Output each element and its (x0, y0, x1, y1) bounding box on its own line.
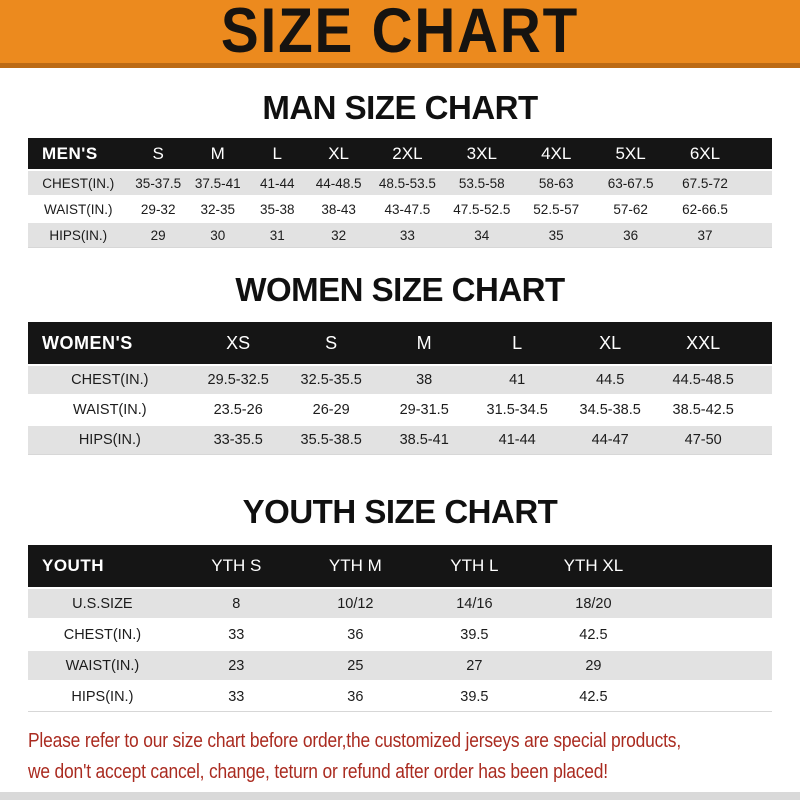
women-table-title: WOMEN'S (42, 332, 133, 353)
youth-size-value: 27 (415, 649, 534, 680)
women-size-table (28, 322, 772, 455)
youth-column-header: YTH S (211, 556, 262, 575)
youth-size-value: 8 (177, 587, 296, 618)
men-size-value: 29 (128, 221, 188, 248)
men-size-value: 32-35 (188, 195, 248, 221)
man-size-chart-heading: MAN SIZE CHART (262, 89, 538, 126)
men-size-value: 57-62 (593, 195, 667, 221)
women-size-value: 31.5-34.5 (471, 394, 564, 424)
youth-size-value: 36 (296, 618, 415, 649)
youth-size-value: 14/16 (415, 587, 534, 618)
men-row-filler (742, 221, 772, 248)
women-column-header: L (512, 332, 523, 353)
men-column-header: 6XL (689, 143, 721, 163)
men-size-table (28, 138, 772, 248)
youth-size-chart-heading: YOUTH SIZE CHART (242, 493, 558, 530)
men-column-header: S (152, 143, 164, 163)
men-size-value: 34 (445, 221, 519, 248)
youth-header-filler (653, 545, 772, 587)
youth-row-filler (653, 649, 772, 680)
women-size-value: 38.5-42.5 (657, 394, 750, 424)
youth-table-wrap (0, 545, 800, 712)
youth-row-filler (653, 587, 772, 618)
men-column-header: XL (328, 143, 349, 163)
women-table-row (28, 394, 772, 424)
banner-title: SIZE CHART (220, 0, 580, 66)
men-row-filler (742, 169, 772, 195)
youth-row-label: U.S.SIZE (28, 587, 177, 618)
youth-table-row (28, 587, 772, 618)
men-column-header: M (210, 143, 225, 163)
men-size-value: 36 (593, 221, 667, 248)
youth-size-value: 25 (296, 649, 415, 680)
women-size-value: 32.5-35.5 (285, 364, 378, 394)
men-size-value: 52.5-57 (519, 195, 593, 221)
youth-column-header: YTH L (450, 556, 499, 575)
women-column-header: XXL (686, 332, 721, 353)
size-chart-banner (0, 0, 800, 68)
men-table-wrap (0, 138, 800, 248)
women-row-label: CHEST(IN.) (28, 364, 192, 394)
women-size-chart-section (0, 273, 800, 455)
men-table-row (28, 169, 772, 195)
women-table-row (28, 364, 772, 394)
women-size-chart-heading: WOMEN SIZE CHART (235, 271, 565, 308)
men-size-value: 53.5-58 (445, 169, 519, 195)
women-column-header: M (416, 332, 432, 353)
men-table-header-row (28, 138, 772, 169)
men-size-value: 38-43 (307, 195, 370, 221)
youth-size-table (28, 545, 772, 712)
men-row-label: WAIST(IN.) (28, 195, 128, 221)
youth-size-value: 39.5 (415, 618, 534, 649)
men-size-value: 31 (247, 221, 307, 248)
footer-line-1: Please refer to our size chart before order,the customized jerseys are special products, (28, 730, 681, 752)
men-size-value: 62-66.5 (668, 195, 742, 221)
women-size-value: 47-50 (657, 424, 750, 455)
women-size-value: 38 (378, 364, 471, 394)
youth-table-row (28, 649, 772, 680)
men-size-value: 32 (307, 221, 370, 248)
youth-column-header: YTH M (328, 556, 382, 575)
youth-size-value: 36 (296, 680, 415, 712)
women-row-label: HIPS(IN.) (28, 424, 192, 455)
men-size-value: 58-63 (519, 169, 593, 195)
women-size-value: 44-47 (564, 424, 657, 455)
women-table-row (28, 424, 772, 455)
youth-table-row (28, 618, 772, 649)
women-table-wrap (0, 322, 800, 455)
men-size-value: 35-37.5 (128, 169, 188, 195)
youth-row-filler (653, 618, 772, 649)
men-size-value: 37 (668, 221, 742, 248)
men-size-value: 47.5-52.5 (445, 195, 519, 221)
youth-size-value: 42.5 (534, 618, 653, 649)
men-table-title: MEN'S (42, 143, 98, 163)
youth-size-chart-section (0, 495, 800, 712)
youth-size-value: 39.5 (415, 680, 534, 712)
youth-row-label: HIPS(IN.) (28, 680, 177, 712)
youth-table-title: YOUTH (42, 556, 104, 575)
men-size-value: 33 (370, 221, 444, 248)
youth-size-value: 42.5 (534, 680, 653, 712)
women-row-label: WAIST(IN.) (28, 394, 192, 424)
women-size-value: 44.5-48.5 (657, 364, 750, 394)
women-table-header-row (28, 322, 772, 364)
youth-size-value: 29 (534, 649, 653, 680)
bottom-strip (0, 792, 800, 800)
youth-column-header: YTH XL (563, 556, 624, 575)
women-column-header: S (325, 332, 338, 353)
man-size-chart-section (0, 91, 800, 248)
youth-size-value: 10/12 (296, 587, 415, 618)
men-row-filler (742, 195, 772, 221)
men-table-row (28, 195, 772, 221)
men-size-value: 29-32 (128, 195, 188, 221)
youth-size-value: 33 (177, 680, 296, 712)
men-size-value: 67.5-72 (668, 169, 742, 195)
women-size-value: 26-29 (285, 394, 378, 424)
women-size-value: 33-35.5 (192, 424, 285, 455)
men-column-header: L (272, 143, 282, 163)
women-size-value: 41 (471, 364, 564, 394)
women-size-value: 44.5 (564, 364, 657, 394)
men-size-value: 63-67.5 (593, 169, 667, 195)
men-row-label: CHEST(IN.) (28, 169, 128, 195)
men-table-row (28, 221, 772, 248)
men-size-value: 41-44 (247, 169, 307, 195)
youth-size-value: 33 (177, 618, 296, 649)
women-header-filler (750, 322, 772, 364)
women-row-filler (750, 424, 772, 455)
youth-row-filler (653, 680, 772, 712)
youth-table-row (28, 680, 772, 712)
men-size-value: 35 (519, 221, 593, 248)
footer-note (28, 726, 772, 788)
youth-size-value: 23 (177, 649, 296, 680)
youth-table-header-row (28, 545, 772, 587)
men-row-label: HIPS(IN.) (28, 221, 128, 248)
women-size-value: 29-31.5 (378, 394, 471, 424)
men-size-value: 37.5-41 (188, 169, 248, 195)
women-row-filler (750, 364, 772, 394)
women-size-value: 29.5-32.5 (192, 364, 285, 394)
youth-row-label: WAIST(IN.) (28, 649, 177, 680)
men-size-value: 35-38 (247, 195, 307, 221)
youth-size-value: 18/20 (534, 587, 653, 618)
women-size-value: 35.5-38.5 (285, 424, 378, 455)
footer-line-2: we don't accept cancel, change, teturn or refund after order has been placed! (28, 761, 608, 783)
men-size-value: 48.5-53.5 (370, 169, 444, 195)
men-column-header: 2XL (392, 143, 423, 163)
women-size-value: 38.5-41 (378, 424, 471, 455)
women-row-filler (750, 394, 772, 424)
men-size-value: 30 (188, 221, 248, 248)
youth-row-label: CHEST(IN.) (28, 618, 177, 649)
women-column-header: XL (599, 332, 622, 353)
women-column-header: XS (226, 332, 251, 353)
men-header-filler (742, 138, 772, 169)
men-size-value: 44-48.5 (307, 169, 370, 195)
women-size-value: 41-44 (471, 424, 564, 455)
men-column-header: 4XL (541, 143, 572, 163)
men-size-value: 43-47.5 (370, 195, 444, 221)
women-size-value: 23.5-26 (192, 394, 285, 424)
men-column-header: 3XL (466, 143, 497, 163)
men-column-header: 5XL (615, 143, 646, 163)
women-size-value: 34.5-38.5 (564, 394, 657, 424)
